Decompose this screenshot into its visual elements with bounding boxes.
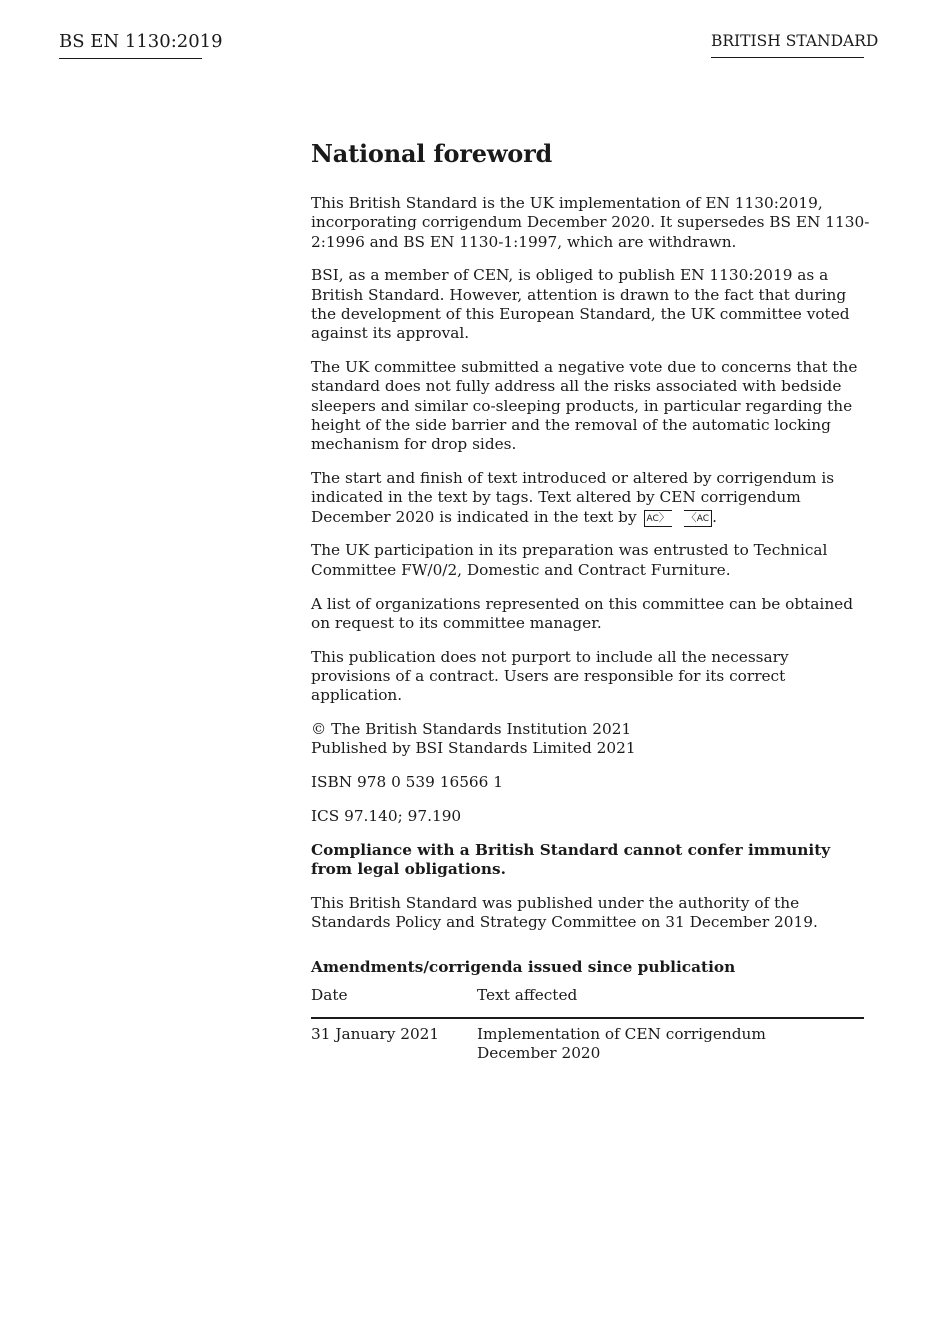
document-id: BS EN 1130:2019 [59,31,202,59]
paragraph-negative-vote: The UK committee submitted a negative vote due to concerns that the standard does not fully address all the risks associated with bedside sleepers and similar co-sleeping products, in particular regarding the height of the side barrier and the removal of the automatic locking mechanism for drop sides. [311,358,858,454]
standard-type: BRITISH STANDARD [711,31,864,58]
amendments-table [311,986,864,1063]
paragraph-authority: This British Standard was published under the authority of the Standards Policy and Strategy Committee on 31 December 2019. [311,893,818,932]
amendment-text: Implementation of CEN corrigendum December 2020 [477,1024,766,1062]
column-header-text-affected: Text affected [477,986,578,1005]
table-header-row [311,986,864,1018]
paragraph-committee: The UK participation in its preparation was entrusted to Technical Committee FW/0/2, Domestic and Contract Furniture. [311,541,828,579]
column-header-date: Date [311,986,348,1005]
copyright-block [311,720,871,759]
publisher-line: Published by BSI Standards Limited 2021 [311,739,636,758]
copyright-line: © The British Standards Institution 2021 [311,720,632,739]
ac-end-tag-icon: 〈AC [684,510,712,527]
amendments-title: Amendments/corrigenda issued since publication [311,958,736,977]
paragraph-provisions: This publication does not purport to include all the necessary provisions of a contract. Users are responsible for its correct application. [311,647,789,705]
table-row [311,1019,864,1064]
ac-start-tag-icon: AC〉 [644,510,672,527]
amendment-date: 31 January 2021 [311,1024,440,1043]
paragraph-corrigendum-tags: The start and finish of text introduced or altered by corrigendum is indicated in the text by tags. Text altered by CEN corrigendum December 2020 is indicated in the text by AC〉 〈AC . [311,469,835,526]
paragraph-organizations: A list of organizations represented on this committee can be obtained on request to its committee manager. [311,594,854,632]
isbn: ISBN 978 0 539 16566 1 [311,773,503,792]
compliance-notice: Compliance with a British Standard cannot confer immunity from legal obligations. [311,840,831,879]
page-title: National foreword [311,139,553,168]
foreword-content [311,138,871,1063]
paragraph-implementation: This British Standard is the UK implementation of EN 1130:2019, incorporating corrigendum December 2020. It supersedes BS EN 1130-2:1996 and BS EN 1130-1:1997, which are withdrawn. [311,194,870,251]
corrigendum-tags-text: The start and finish of text introduced or altered by corrigendum is indicated in the text by tags. Text altered by CEN corrigendum December 2020 is indicated in the text by [311,469,835,526]
ics: ICS 97.140; 97.190 [311,806,462,825]
paragraph-cen-obligation: BSI, as a member of CEN, is obliged to publish EN 1130:2019 as a British Standard. However, attention is drawn to the fact that during the development of this European Standard, the UK committee voted against its approval. [311,266,850,343]
